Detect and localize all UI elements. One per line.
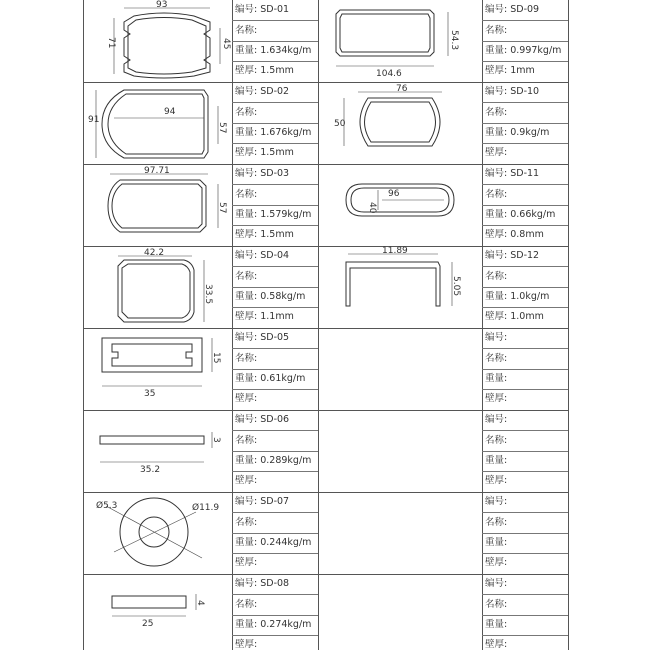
info-sd06 — [232, 410, 319, 492]
profile-sd11-svg — [318, 164, 482, 246]
profile-drawing-empty — [318, 410, 483, 492]
table-row — [84, 410, 568, 493]
wall-label: 壁厚: — [485, 65, 508, 76]
profile-sd04-svg — [84, 246, 232, 328]
weight-value: 0.66kg/m — [510, 209, 556, 220]
info-sd02 — [232, 82, 319, 164]
weight-label: 重量: — [235, 537, 258, 548]
wall-label: 壁厚: — [235, 229, 258, 240]
table-row — [84, 492, 568, 575]
weight-label: 重量: — [235, 291, 258, 302]
weight-label: 重量: — [235, 127, 258, 138]
weight-label: 重量: — [485, 455, 508, 466]
code-value: SD-12 — [510, 250, 540, 261]
weight-label: 重量: — [485, 45, 508, 56]
code-label: 编号: — [485, 86, 508, 97]
info-empty — [482, 328, 568, 410]
dim-width: 35.2 — [140, 465, 161, 475]
profile-drawing-sd03 — [84, 164, 233, 246]
dim-width: 42.2 — [144, 248, 165, 258]
wall-label: 壁厚: — [485, 639, 508, 650]
code-value: SD-02 — [260, 86, 290, 97]
name-label: 名称: — [485, 25, 508, 36]
profile-drawing-sd01 — [84, 0, 233, 82]
profile-sd12-svg — [318, 246, 482, 328]
weight-label: 重量: — [485, 619, 508, 630]
profile-drawing-sd10 — [318, 82, 483, 164]
profile-drawing-sd06 — [84, 410, 233, 492]
profile-drawing-empty — [318, 574, 483, 650]
table-row — [84, 574, 568, 650]
code-value: SD-03 — [260, 168, 290, 179]
name-label: 名称: — [235, 599, 258, 610]
code-value: SD-05 — [260, 332, 290, 343]
code-label: 编号: — [235, 168, 258, 179]
code-value: SD-01 — [260, 4, 290, 15]
name-label: 名称: — [235, 25, 258, 36]
profile-drawing-sd05 — [84, 328, 233, 410]
dim-height-left: 50 — [334, 119, 346, 129]
table-row — [84, 328, 568, 411]
profile-drawing-sd07 — [84, 492, 233, 574]
profile-drawing-sd08 — [84, 574, 233, 650]
weight-value: 1.676kg/m — [260, 127, 312, 138]
dim-width: 76 — [396, 84, 408, 94]
dim-height-right: 33.5 — [203, 284, 213, 305]
spec-table — [83, 0, 569, 650]
profile-sd01-svg — [84, 0, 232, 82]
weight-label: 重量: — [235, 45, 258, 56]
name-label: 名称: — [485, 517, 508, 528]
code-value: SD-07 — [260, 496, 290, 507]
weight-value: 1.0kg/m — [510, 291, 550, 302]
dim-height-right: 15 — [211, 352, 221, 364]
name-label: 名称: — [485, 435, 508, 446]
profile-sd03-svg — [84, 164, 232, 246]
weight-label: 重量: — [235, 455, 258, 466]
table-row — [84, 164, 568, 247]
profile-sd07-svg — [84, 492, 232, 574]
table-row — [84, 0, 568, 83]
dim-height-mid: 40 — [367, 202, 377, 214]
code-value: SD-10 — [510, 86, 540, 97]
name-label: 名称: — [235, 353, 258, 364]
profile-drawing-sd04 — [84, 246, 233, 328]
wall-value: 1.5mm — [260, 147, 294, 158]
name-label: 名称: — [235, 517, 258, 528]
weight-value: 0.289kg/m — [260, 455, 312, 466]
wall-label: 壁厚: — [485, 475, 508, 486]
dim-height-left: 91 — [88, 115, 100, 125]
dim-width: 93 — [156, 0, 168, 10]
wall-value: 1.5mm — [260, 65, 294, 76]
weight-label: 重量: — [235, 619, 258, 630]
dim-height-right: 5.05 — [451, 276, 461, 297]
wall-label: 壁厚: — [235, 557, 258, 568]
weight-value: 0.997kg/m — [510, 45, 562, 56]
name-label: 名称: — [485, 353, 508, 364]
code-label: 编号: — [235, 578, 258, 589]
weight-label: 重量: — [235, 209, 258, 220]
code-value: SD-11 — [510, 168, 540, 179]
info-sd12 — [482, 246, 568, 328]
info-sd01 — [232, 0, 319, 82]
dim-width: 25 — [142, 619, 154, 629]
profile-drawing-sd02 — [84, 82, 233, 164]
profile-sd10-svg — [318, 82, 482, 164]
weight-value: 0.9kg/m — [510, 127, 550, 138]
code-label: 编号: — [485, 496, 508, 507]
weight-label: 重量: — [485, 291, 508, 302]
code-label: 编号: — [485, 332, 508, 343]
info-sd09 — [482, 0, 568, 82]
info-empty — [482, 410, 568, 492]
dim-height-right: 54.3 — [449, 30, 459, 51]
weight-label: 重量: — [485, 537, 508, 548]
weight-label: 重量: — [235, 373, 258, 384]
wall-label: 壁厚: — [485, 393, 508, 404]
info-empty — [482, 492, 568, 574]
code-label: 编号: — [485, 4, 508, 15]
wall-label: 壁厚: — [485, 147, 508, 158]
profile-sd05-svg — [84, 328, 232, 410]
weight-value: 0.61kg/m — [260, 373, 306, 384]
profile-sd02-svg — [84, 82, 232, 164]
info-sd08 — [232, 574, 319, 650]
code-label: 编号: — [235, 414, 258, 425]
code-value: SD-04 — [260, 250, 290, 261]
name-label: 名称: — [485, 107, 508, 118]
wall-label: 壁厚: — [235, 65, 258, 76]
dim-height-right: 4 — [195, 600, 205, 606]
dim-width: 94 — [164, 107, 176, 117]
wall-value: 1mm — [510, 65, 535, 76]
code-label: 编号: — [235, 86, 258, 97]
wall-label: 壁厚: — [235, 475, 258, 486]
code-value: SD-06 — [260, 414, 290, 425]
wall-label: 壁厚: — [235, 147, 258, 158]
dim-height-right: 45 — [221, 38, 231, 50]
profile-drawing-sd09 — [318, 0, 483, 82]
weight-value: 0.58kg/m — [260, 291, 306, 302]
profile-drawing-empty — [318, 492, 483, 574]
wall-label: 壁厚: — [485, 557, 508, 568]
dim-height-right: 57 — [217, 122, 227, 134]
dim-width: 104.6 — [376, 69, 402, 79]
dim-width: 35 — [144, 389, 156, 399]
code-label: 编号: — [235, 496, 258, 507]
code-value: SD-09 — [510, 4, 540, 15]
code-label: 编号: — [235, 4, 258, 15]
weight-value: 0.274kg/m — [260, 619, 312, 630]
table-row — [84, 82, 568, 165]
profile-drawing-sd12 — [318, 246, 483, 328]
dim-outer-diameter: Ø11.9 — [192, 503, 220, 513]
info-sd10 — [482, 82, 568, 164]
dim-inner-diameter: Ø5.3 — [96, 501, 118, 511]
wall-value: 1.5mm — [260, 229, 294, 240]
weight-value: 0.244kg/m — [260, 537, 312, 548]
weight-label: 重量: — [485, 127, 508, 138]
wall-value: 1.0mm — [510, 311, 544, 322]
weight-label: 重量: — [485, 373, 508, 384]
profile-sd09-svg — [318, 0, 482, 82]
dim-height-right: 3 — [211, 437, 221, 443]
name-label: 名称: — [235, 107, 258, 118]
dim-width: 11.89 — [382, 246, 408, 256]
dim-height-right: 57 — [217, 202, 227, 214]
code-label: 编号: — [485, 250, 508, 261]
info-sd11 — [482, 164, 568, 246]
weight-value: 1.634kg/m — [260, 45, 312, 56]
profile-drawing-sd11 — [318, 164, 483, 246]
info-sd07 — [232, 492, 319, 574]
name-label: 名称: — [235, 271, 258, 282]
name-label: 名称: — [485, 271, 508, 282]
wall-label: 壁厚: — [485, 311, 508, 322]
name-label: 名称: — [235, 189, 258, 200]
wall-label: 壁厚: — [235, 311, 258, 322]
profile-sd08-svg — [84, 574, 232, 650]
code-label: 编号: — [485, 578, 508, 589]
name-label: 名称: — [235, 435, 258, 446]
code-label: 编号: — [485, 168, 508, 179]
profile-drawing-empty — [318, 328, 483, 410]
code-label: 编号: — [235, 332, 258, 343]
wall-label: 壁厚: — [485, 229, 508, 240]
name-label: 名称: — [485, 599, 508, 610]
code-value: SD-08 — [260, 578, 290, 589]
wall-label: 壁厚: — [235, 639, 258, 650]
code-label: 编号: — [235, 250, 258, 261]
wall-value: 0.8mm — [510, 229, 544, 240]
info-sd04 — [232, 246, 319, 328]
dim-width: 96 — [388, 189, 400, 199]
profile-sd06-svg — [84, 410, 232, 492]
weight-value: 1.579kg/m — [260, 209, 312, 220]
wall-label: 壁厚: — [235, 393, 258, 404]
weight-label: 重量: — [485, 209, 508, 220]
table-row — [84, 246, 568, 329]
info-empty — [482, 574, 568, 650]
wall-value: 1.1mm — [260, 311, 294, 322]
dim-height-left: 71 — [106, 37, 116, 49]
dim-width: 97.71 — [144, 166, 170, 176]
info-sd05 — [232, 328, 319, 410]
code-label: 编号: — [485, 414, 508, 425]
name-label: 名称: — [485, 189, 508, 200]
info-sd03 — [232, 164, 319, 246]
